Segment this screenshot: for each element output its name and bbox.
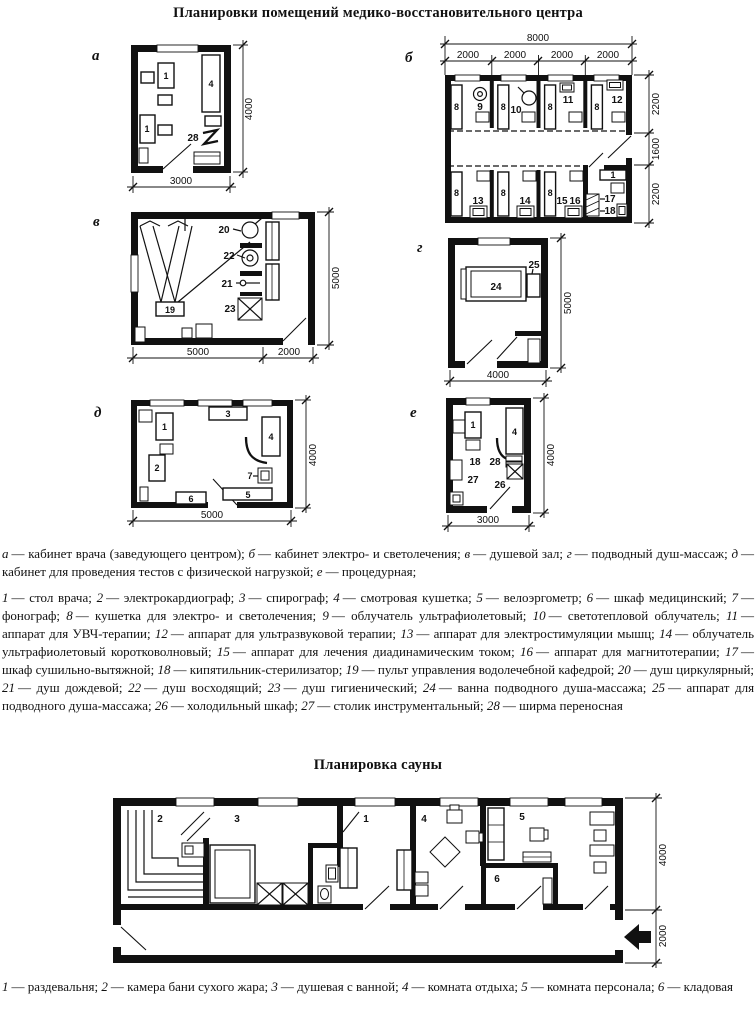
item-number: 8 (547, 188, 553, 198)
storage-shelf (543, 878, 552, 904)
plan-a (92, 40, 255, 193)
plan-b-dimensions-right (634, 70, 662, 228)
legend-key: 3 (239, 590, 246, 605)
legend-key: а (2, 546, 9, 561)
dim-label: 5000 (331, 266, 342, 290)
legend-key: 15 (216, 644, 230, 659)
room-number: 2 (157, 814, 163, 825)
legend-value: — душ циркулярный; (633, 662, 755, 677)
item-number: 7 (247, 471, 253, 481)
legend-key: 14 (659, 626, 673, 641)
plan-b-dimensions-top (440, 33, 637, 75)
legend-key: 11 (725, 608, 739, 623)
dim-label: 8000 (526, 33, 550, 44)
dim-label: 4000 (546, 443, 557, 467)
item-number: 28 (489, 457, 501, 468)
legend-value: — кабинет врача (заведующего центром); (11, 546, 245, 561)
item-number: 20 (218, 225, 230, 236)
rain-shower-symbol (240, 280, 246, 286)
plan-g (417, 233, 574, 387)
legend-equipment (2, 589, 754, 715)
legend-sauna (2, 978, 754, 996)
legend-value: — кушетка для электро- и светолечения; (75, 608, 317, 623)
legend-value: — кладовая (667, 979, 733, 994)
sauna-title: Планировка сауны (313, 757, 443, 773)
dim-label: 5000 (200, 510, 224, 521)
item-number: 4 (268, 432, 274, 442)
legend-key: в (464, 546, 471, 561)
legend-key: 19 (345, 662, 359, 677)
legend-key: 27 (301, 698, 315, 713)
legend-value: — кабинет электро- и светолечения; (258, 546, 461, 561)
legend-value: — аппарат для УВЧ-терапии; (2, 608, 755, 641)
legend-entry (402, 979, 521, 994)
item-number: 6 (188, 494, 194, 504)
legend-entry (128, 680, 268, 695)
legend-entry (346, 662, 618, 677)
dim-label: 5000 (186, 347, 210, 358)
legend-entry (322, 608, 532, 623)
legend-entry (333, 590, 476, 605)
item-number: 3 (225, 409, 231, 419)
legend-value: — спирограф; (248, 590, 329, 605)
legend-key: 16 (520, 644, 533, 659)
legend-entry (217, 644, 520, 659)
legend-entry (464, 546, 566, 561)
legend-key: 10 (532, 608, 546, 623)
legend-entry (155, 626, 400, 641)
legend-value: — душевая с ванной; (280, 979, 399, 994)
dim-label: 2000 (658, 924, 669, 948)
legend-value: — душ гигиенический; (283, 680, 418, 695)
legend-key: 22 (128, 680, 142, 695)
legend-key: 20 (617, 662, 631, 677)
item-number: 1 (163, 71, 169, 81)
item-number: 2 (154, 463, 160, 473)
legend-key: 9 (322, 608, 329, 623)
room-number: 1 (363, 814, 369, 825)
item-number: 18 (604, 206, 616, 217)
dim-label: 4000 (486, 370, 510, 381)
item-number: 17 (604, 194, 616, 205)
dim-label: 2000 (503, 50, 527, 61)
dim-label: 2000 (456, 50, 480, 61)
legend-entry (101, 979, 271, 994)
legend-value: — смотровая кушетка; (342, 590, 472, 605)
sauna-room4-furniture (430, 805, 483, 867)
legend-value: — душевой зал; (473, 546, 564, 561)
legend-entry (2, 979, 101, 994)
legend-value: — процедурная; (325, 564, 417, 579)
plan-b (405, 33, 662, 228)
legend-key: 5 (521, 979, 528, 994)
legend-key: 12 (154, 626, 168, 641)
plan-v-showers (238, 218, 279, 320)
room-number: 6 (494, 874, 500, 885)
table-diamond (430, 837, 460, 867)
plan-d-furniture (139, 407, 280, 504)
dim-label: 3000 (476, 515, 500, 526)
legend-value: — фонограф; (2, 590, 754, 623)
plan-v-letter: в (93, 214, 100, 230)
legend-key: 7 (731, 590, 738, 605)
dim-label: 2200 (651, 92, 662, 116)
legend-entry (271, 979, 402, 994)
dim-label: 1600 (651, 137, 662, 161)
room-number: 4 (421, 814, 427, 825)
dim-label: 3000 (169, 176, 193, 187)
legend-entry (400, 626, 659, 641)
item-number: 4 (511, 427, 518, 437)
dim-label: 4000 (308, 443, 319, 467)
item-number: 15 (556, 196, 568, 207)
item-number: 1 (470, 420, 476, 430)
sauna-plan-drawing (0, 780, 756, 980)
main-title: Планировки помещений медико-восстановительного центра (173, 5, 583, 21)
legend-entry (249, 546, 465, 561)
legend-key: 1 (2, 979, 9, 994)
legend-key: 4 (401, 979, 409, 994)
legend-key: 18 (157, 662, 171, 677)
legend-entry (476, 590, 586, 605)
sofa (488, 808, 504, 860)
legend-entry (423, 680, 652, 695)
legend-entry (2, 680, 128, 695)
legend-entry (658, 979, 733, 994)
legend-key: 17 (725, 644, 739, 659)
legend-key: 24 (422, 680, 436, 695)
legend-entry (155, 698, 301, 713)
legend-value: — кипятильник-стерилизатор; (173, 662, 343, 677)
item-number: 8 (453, 102, 460, 112)
legend-entry (97, 590, 239, 605)
legend-value: — аппарат для подводного душа-массажа; (2, 680, 755, 713)
legend-value: — душ восходящий; (144, 680, 263, 695)
legend-key: 3 (271, 979, 278, 994)
legend-value: — пульт управления водолечебной кафедрой; (361, 662, 615, 677)
legend-entry (2, 590, 97, 605)
plan-g-letter: г (417, 240, 423, 256)
legend-value: — ширма переносная (502, 698, 623, 713)
legend-value: — камера бани сухого жара; (110, 979, 269, 994)
dim-label: 2000 (277, 347, 301, 358)
room-number: 3 (234, 814, 240, 825)
legend-value: — раздевальня; (11, 979, 99, 994)
item-number: 14 (519, 196, 531, 207)
legend-value: — подводный душ-массаж; (574, 546, 728, 561)
item-number: 4 (208, 79, 214, 89)
legend-entry (533, 608, 726, 623)
dim-label: 2000 (550, 50, 574, 61)
legend-value: — аппарат для электростимуляции мышц; (416, 626, 655, 641)
legend-value: — светотепловой облучатель; (548, 608, 720, 623)
heat-lamp-symbol (522, 91, 536, 105)
legend-value: — велоэргометр; (485, 590, 582, 605)
item-number: 28 (187, 133, 199, 144)
legend-entry (521, 979, 658, 994)
dim-label: 2000 (596, 50, 620, 61)
item-number: 23 (224, 304, 236, 315)
legend-key: е (316, 564, 323, 579)
legend-key: д (731, 546, 739, 561)
item-number: 1 (144, 124, 150, 134)
legend-value: — шкаф медицинский; (596, 590, 727, 605)
item-number: 12 (611, 95, 623, 106)
circular-shower-symbol (242, 222, 258, 238)
sauna-room6-furniture (543, 878, 552, 904)
legend-value: — стол врача; (11, 590, 92, 605)
item-number: 19 (164, 305, 176, 315)
uv-lamp-symbol (474, 88, 487, 101)
legend-key: 5 (476, 590, 483, 605)
legend-value: — кабинет для проведения тестов с физической нагрузкой; (2, 546, 755, 579)
item-number: 13 (472, 196, 484, 207)
item-number: 8 (547, 102, 553, 112)
legend-value: — столик инструментальный; (317, 698, 484, 713)
legend-value: — шкаф сушильно-вытяжной; (2, 644, 755, 677)
plan-v-console-rays (140, 219, 250, 316)
item-number: 21 (221, 279, 233, 290)
plan-d (94, 395, 319, 527)
legend-key: г (566, 546, 572, 561)
dim-label: 4000 (658, 843, 669, 867)
item-number: 16 (569, 196, 581, 207)
legend-entry (567, 546, 732, 561)
item-number: 27 (467, 475, 479, 486)
legend-key: 28 (486, 698, 500, 713)
item-number: 25 (528, 260, 540, 271)
plan-v (93, 207, 342, 364)
item-number: 8 (594, 102, 600, 112)
legend-key: 1 (2, 590, 9, 605)
item-number: 18 (469, 457, 481, 468)
folding-screen-symbol (203, 130, 218, 144)
legend-key: 6 (657, 979, 665, 994)
legend-key: 23 (267, 680, 281, 695)
legend-rooms (2, 545, 754, 581)
item-number: 22 (223, 251, 235, 262)
legend-value: — аппарат для лечения диадинамическим током; (232, 644, 515, 659)
dim-label: 4000 (244, 97, 255, 121)
dim-label: 2200 (651, 182, 662, 206)
legend-value: — комната отдыха; (411, 979, 518, 994)
legend-key: 6 (586, 590, 594, 605)
item-number: 10 (510, 105, 522, 116)
legend-value: — ванна подводного душа-массажа; (438, 680, 647, 695)
item-number: 8 (453, 188, 460, 198)
item-number: 1 (161, 422, 168, 432)
legend-value: — душ дождевой; (18, 680, 123, 695)
legend-entry (487, 698, 623, 713)
plan-a-furniture (139, 55, 221, 164)
room-number: 5 (519, 812, 525, 823)
legend-entry (239, 590, 333, 605)
item-number: 1 (610, 170, 616, 180)
dim-label: 5000 (563, 291, 574, 315)
legend-entry (317, 564, 416, 579)
legend-value: — аппарат для магнитотерапии; (536, 644, 720, 659)
item-number: 5 (245, 490, 251, 500)
plan-b-letter: б (405, 50, 413, 66)
plan-a-letter: а (92, 48, 100, 64)
legend-key: 2 (96, 590, 104, 605)
legend-value: — облучатель ультрафиолетовый коротковолновый; (2, 626, 754, 659)
legend-key: б (248, 546, 256, 561)
sauna-entrance-arrow (624, 924, 651, 950)
legend-key: 8 (66, 608, 73, 623)
plan-e-furniture (450, 408, 523, 505)
legend-key: 2 (101, 979, 108, 994)
plan-d-letter: д (94, 405, 102, 421)
plan-g-walls (448, 238, 548, 368)
legend-entry (520, 644, 725, 659)
legend-key: 4 (333, 590, 340, 605)
legend-value: — аппарат для ультразвуковой терапии; (170, 626, 397, 641)
item-number: 8 (500, 102, 506, 112)
legend-entry (2, 546, 249, 561)
legend-key: 26 (154, 698, 168, 713)
legend-entry (618, 662, 754, 677)
legend-value: — холодильный шкаф; (170, 698, 298, 713)
sauna-room3-fixtures (210, 845, 338, 905)
legend-entry (268, 680, 423, 695)
item-number: 8 (500, 188, 506, 198)
legend-value: — облучатель ультрафиолетовый; (331, 608, 527, 623)
plan-e (410, 393, 557, 532)
legend-entry (66, 608, 322, 623)
item-number: 9 (477, 102, 483, 113)
item-number: 11 (562, 95, 574, 106)
legend-value: — комната персонала; (530, 979, 655, 994)
item-number: 24 (490, 282, 502, 293)
item-number: 26 (494, 480, 506, 491)
legend-entry (587, 590, 732, 605)
legend-key: 13 (400, 626, 414, 641)
legend-entry (157, 662, 345, 677)
legend-key: 21 (2, 680, 15, 695)
legend-entry (301, 698, 487, 713)
plan-e-letter: е (410, 405, 417, 421)
legend-value: — электрокардиограф; (106, 590, 235, 605)
legend-key: 25 (651, 680, 665, 695)
